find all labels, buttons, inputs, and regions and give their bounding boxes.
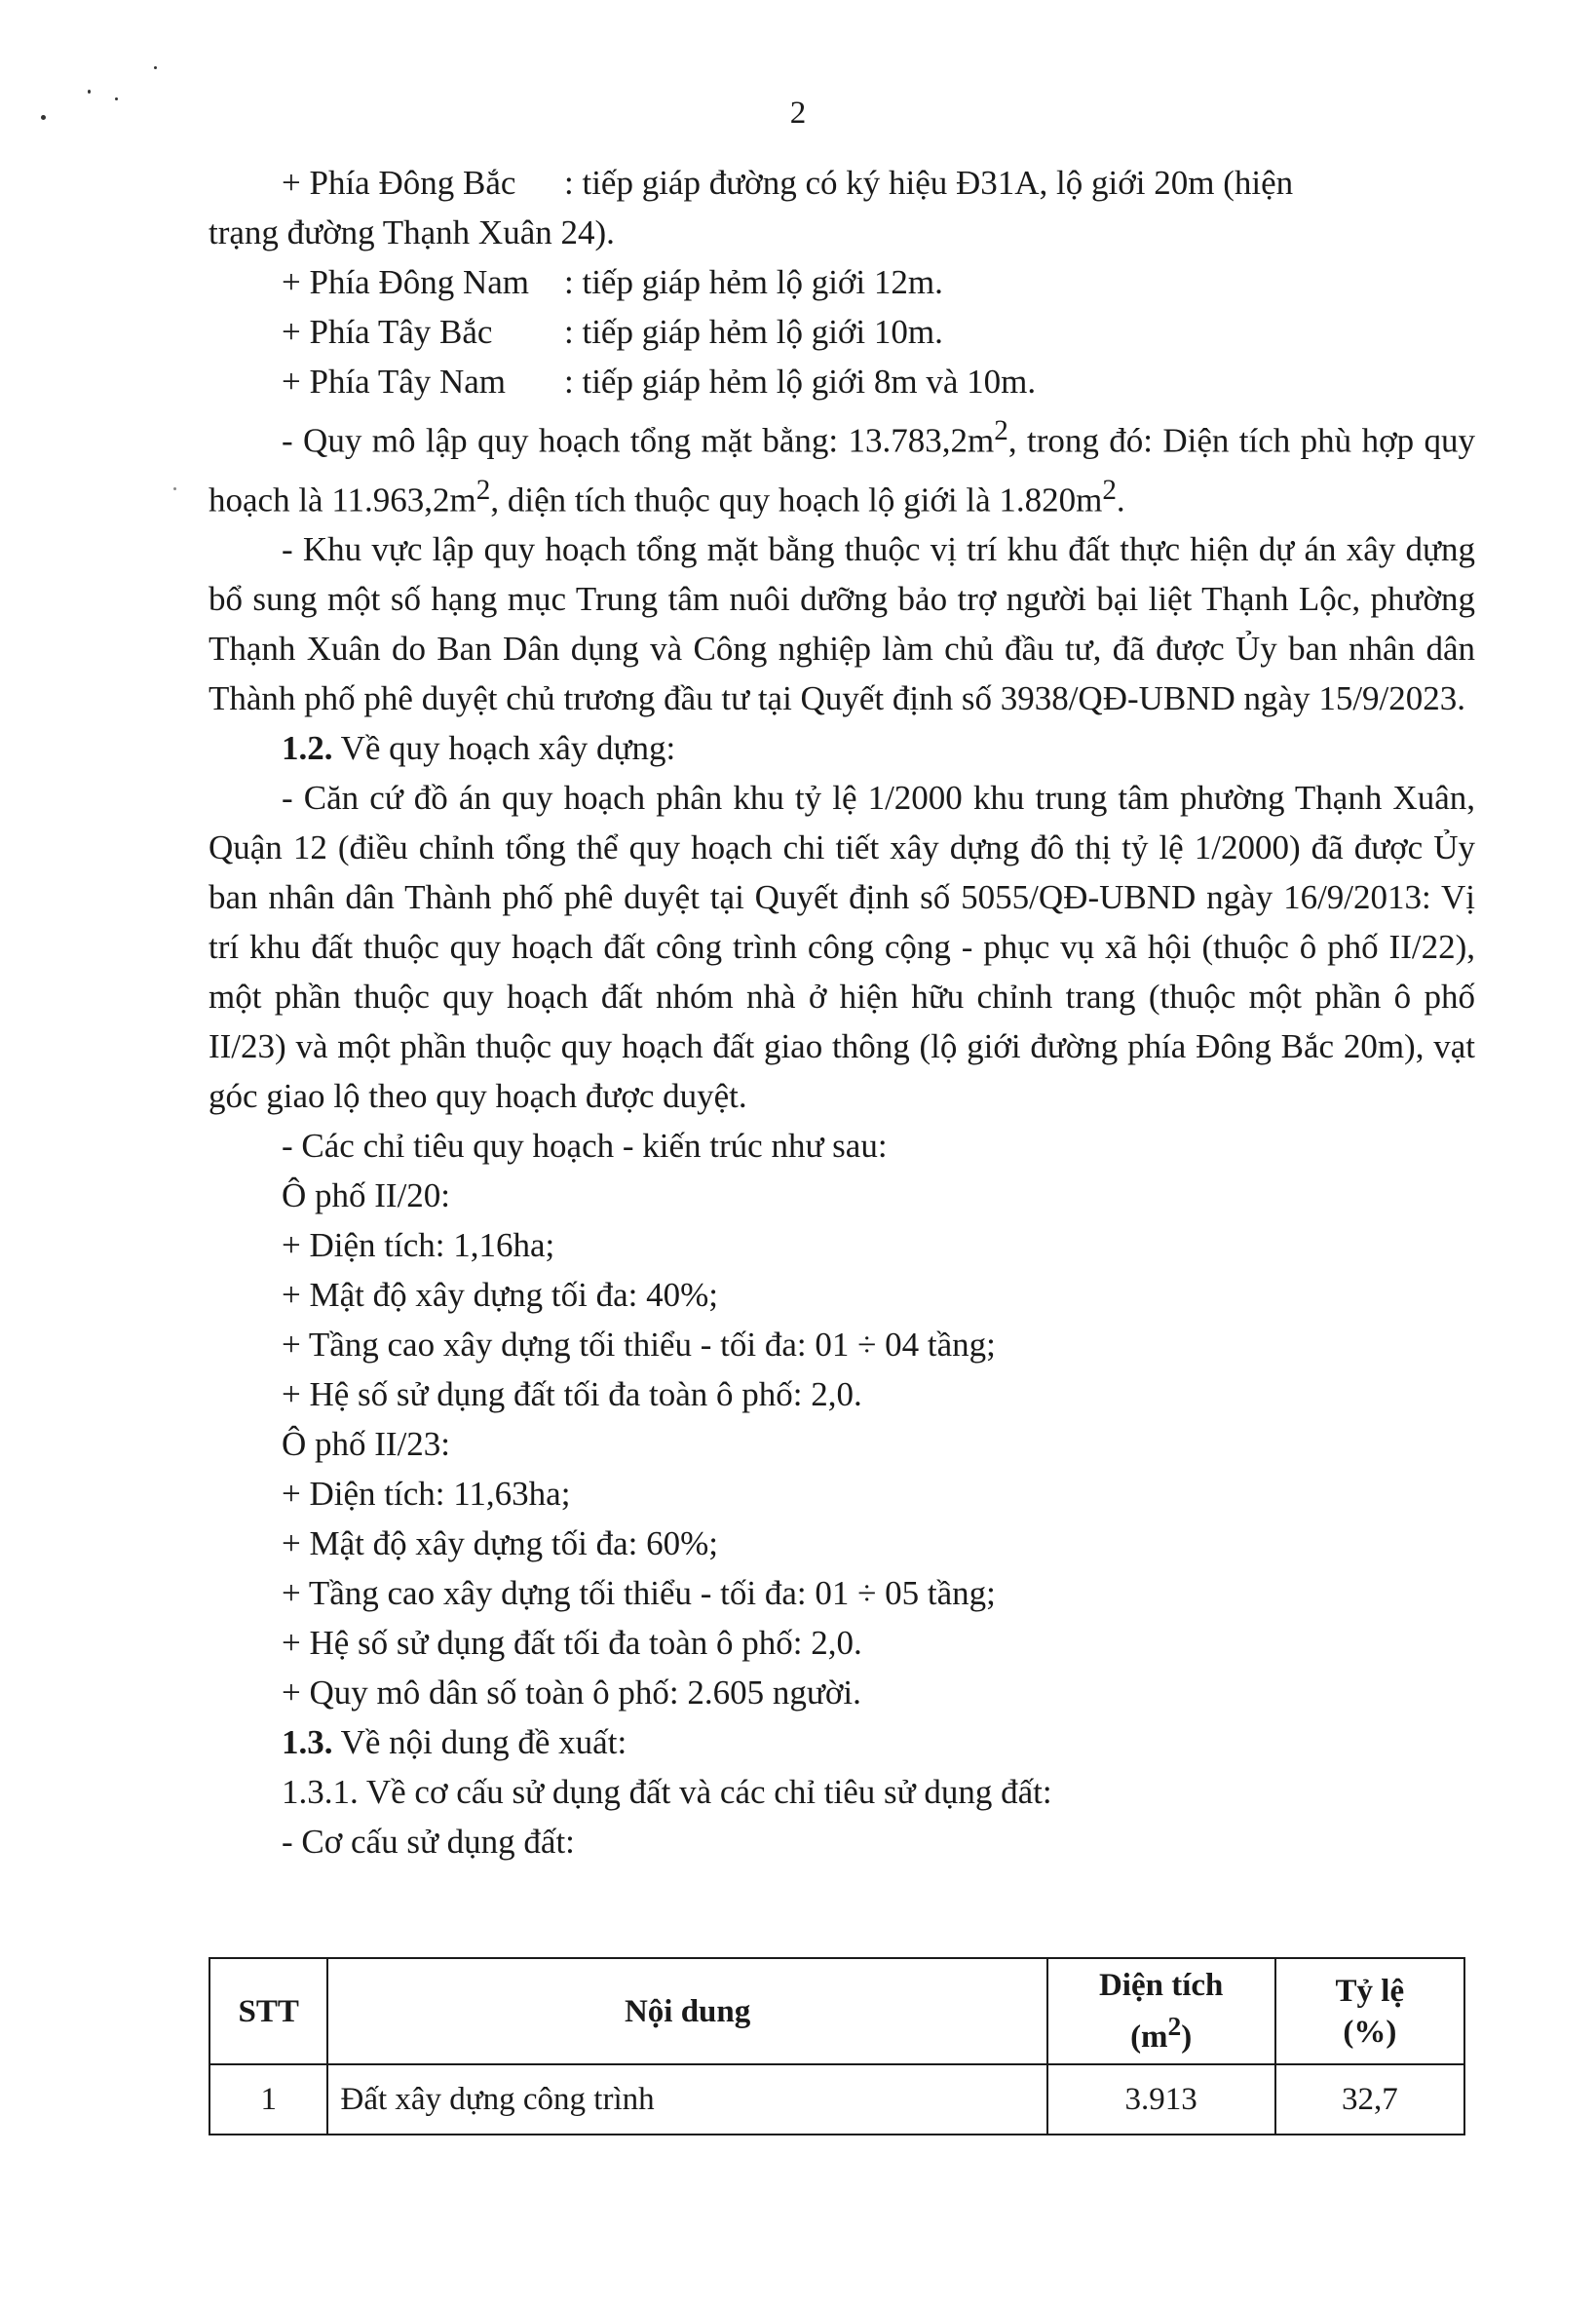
boundary-side: + Phía Tây Nam — [282, 363, 507, 401]
table-header-row — [209, 1958, 1464, 2064]
header-area-unit: (m — [1130, 2020, 1168, 2055]
superscript: 2 — [475, 474, 491, 506]
boundary-row — [209, 357, 1475, 406]
block-title: Ô phố II/20: — [282, 1176, 451, 1215]
indicators-intro: - Các chỉ tiêu quy hoạch - kiến trúc như sau: — [282, 1127, 888, 1166]
cell-content: Đất xây dựng công trình — [327, 2064, 1046, 2135]
section-number: 1.2. — [282, 729, 333, 768]
indicator-item: + Mật độ xây dựng tối đa: 60%; — [282, 1524, 718, 1563]
section-title: Về quy hoạch xây dựng: — [332, 729, 676, 768]
location-paragraph: - Khu vực lập quy hoạch tổng mặt bằng thuộc vị trí khu đất thực hiện dự án xây dựng bổ sung một số hạng mục Trung tâm nuôi dưỡng bảo trợ người bại liệt Thạnh Lộc, phường Thạnh Xuân do Ban Dân dụng và Công nghiệp làm chủ đầu tư, đã được Ủy ban nhân dân Thành phố phê duyệt chủ trương đầu tư tại Quyết định số 3938/QĐ-UBND ngày 15/9/2023. — [209, 530, 1475, 718]
boundary-continuation: trạng đường Thạnh Xuân 24). — [209, 213, 615, 251]
header-ratio-unit: (%) — [1343, 2014, 1397, 2050]
scale-paragraph — [209, 406, 1475, 524]
header-area-unit: ) — [1181, 2020, 1193, 2055]
indicator-item: + Mật độ xây dựng tối đa: 40%; — [282, 1276, 718, 1315]
boundary-desc: : tiếp giáp hẻm lộ giới 8m và 10m. — [564, 363, 1037, 401]
indicator-item: + Tầng cao xây dựng tối thiểu - tối đa: 01 ÷ 05 tầng; — [282, 1574, 996, 1613]
boundary-side: + Phía Đông Bắc — [282, 164, 516, 202]
boundary-desc: : tiếp giáp đường có ký hiệu Đ31A, lộ giới 20m (hiện — [564, 164, 1294, 202]
indicator-item: + Diện tích: 11,63ha; — [282, 1475, 571, 1514]
structure-label: - Cơ cấu sử dụng đất: — [282, 1823, 575, 1862]
section-heading — [209, 723, 1475, 773]
scale-text: , diện tích thuộc quy hoạch lộ giới là 1.820m — [490, 481, 1103, 519]
header-ratio — [1275, 1958, 1464, 2064]
section-title: Về nội dung đề xuất: — [332, 1723, 627, 1762]
planning-paragraph: - Căn cứ đồ án quy hoạch phân khu tỷ lệ 1/2000 khu trung tâm phường Thạnh Xuân, Quận 12 (điều chỉnh tổng thể quy hoạch chi tiết xây dựng đô thị tỷ lệ 1/2000) đã được Ủy ban nhân dân Thành phố phê duyệt tại Quyết định số 5055/QĐ-UBND ngày 16/9/2013: Vị trí khu đất thuộc quy hoạch đất công trình công cộng - phục vụ xã hội (thuộc ô phố II/22), một phần thuộc quy hoạch đất nhóm nhà ở hiện hữu chỉnh trang (thuộc một phần ô phố II/23) và một phần thuộc quy hoạch đất giao thông (lộ giới đường phía Đông Bắc 20m), vạt góc giao lộ theo quy hoạch được duyệt. — [209, 779, 1475, 1116]
scan-speck — [88, 90, 91, 94]
scale-text: , trong đó: Diện tích phù hợp quy hoạch là 11.963,2m — [209, 421, 1475, 519]
indicator-item: + Tầng cao xây dựng tối thiểu - tối đa: 01 ÷ 04 tầng; — [282, 1326, 996, 1365]
superscript: 2 — [1102, 474, 1117, 506]
sub-heading: 1.3.1. Về cơ cấu sử dụng đất và các chỉ tiêu sử dụng đất: — [282, 1773, 1052, 1812]
cell-ratio: 32,7 — [1275, 2064, 1464, 2135]
scale-text: - Quy mô lập quy hoạch tổng mặt bằng: 13.783,2m — [282, 421, 995, 460]
superscript: 2 — [1167, 2011, 1182, 2041]
header-content: Nội dung — [327, 1958, 1046, 2064]
boundary-side: + Phía Đông Nam — [282, 263, 530, 301]
header-area — [1047, 1958, 1275, 2064]
indicator-item: + Hệ số sử dụng đất tối đa toàn ô phố: 2,0. — [282, 1624, 862, 1663]
header-stt: STT — [209, 1958, 327, 2064]
boundary-row — [209, 257, 1475, 307]
boundary-side: + Phía Tây Bắc — [282, 313, 493, 351]
boundary-row — [209, 307, 1475, 357]
header-ratio-label: Tỷ lệ — [1335, 1973, 1405, 2009]
cell-area: 3.913 — [1047, 2064, 1275, 2135]
header-area-label: Diện tích — [1098, 1968, 1224, 2003]
boundary-desc: : tiếp giáp hẻm lộ giới 10m. — [564, 313, 943, 351]
boundary-row — [209, 158, 1475, 208]
indicator-item: + Quy mô dân số toàn ô phố: 2.605 người. — [282, 1673, 861, 1712]
scan-speck — [154, 66, 157, 69]
section-number: 1.3. — [282, 1723, 333, 1762]
section-heading — [209, 1717, 1475, 1767]
cell-stt: 1 — [209, 2064, 327, 2135]
page-number: 2 — [789, 96, 807, 131]
indicator-item: + Hệ số sử dụng đất tối đa toàn ô phố: 2,0. — [282, 1375, 862, 1414]
land-use-table — [209, 1957, 1465, 2135]
table-row — [209, 2064, 1464, 2135]
indicator-item: + Diện tích: 1,16ha; — [282, 1226, 555, 1265]
superscript: 2 — [994, 415, 1008, 446]
block-title: Ô phố II/23: — [282, 1425, 451, 1464]
boundary-desc: : tiếp giáp hẻm lộ giới 12m. — [564, 263, 943, 301]
scale-text: . — [1116, 481, 1125, 519]
scan-speck — [173, 487, 176, 490]
document-body — [209, 158, 1475, 1866]
